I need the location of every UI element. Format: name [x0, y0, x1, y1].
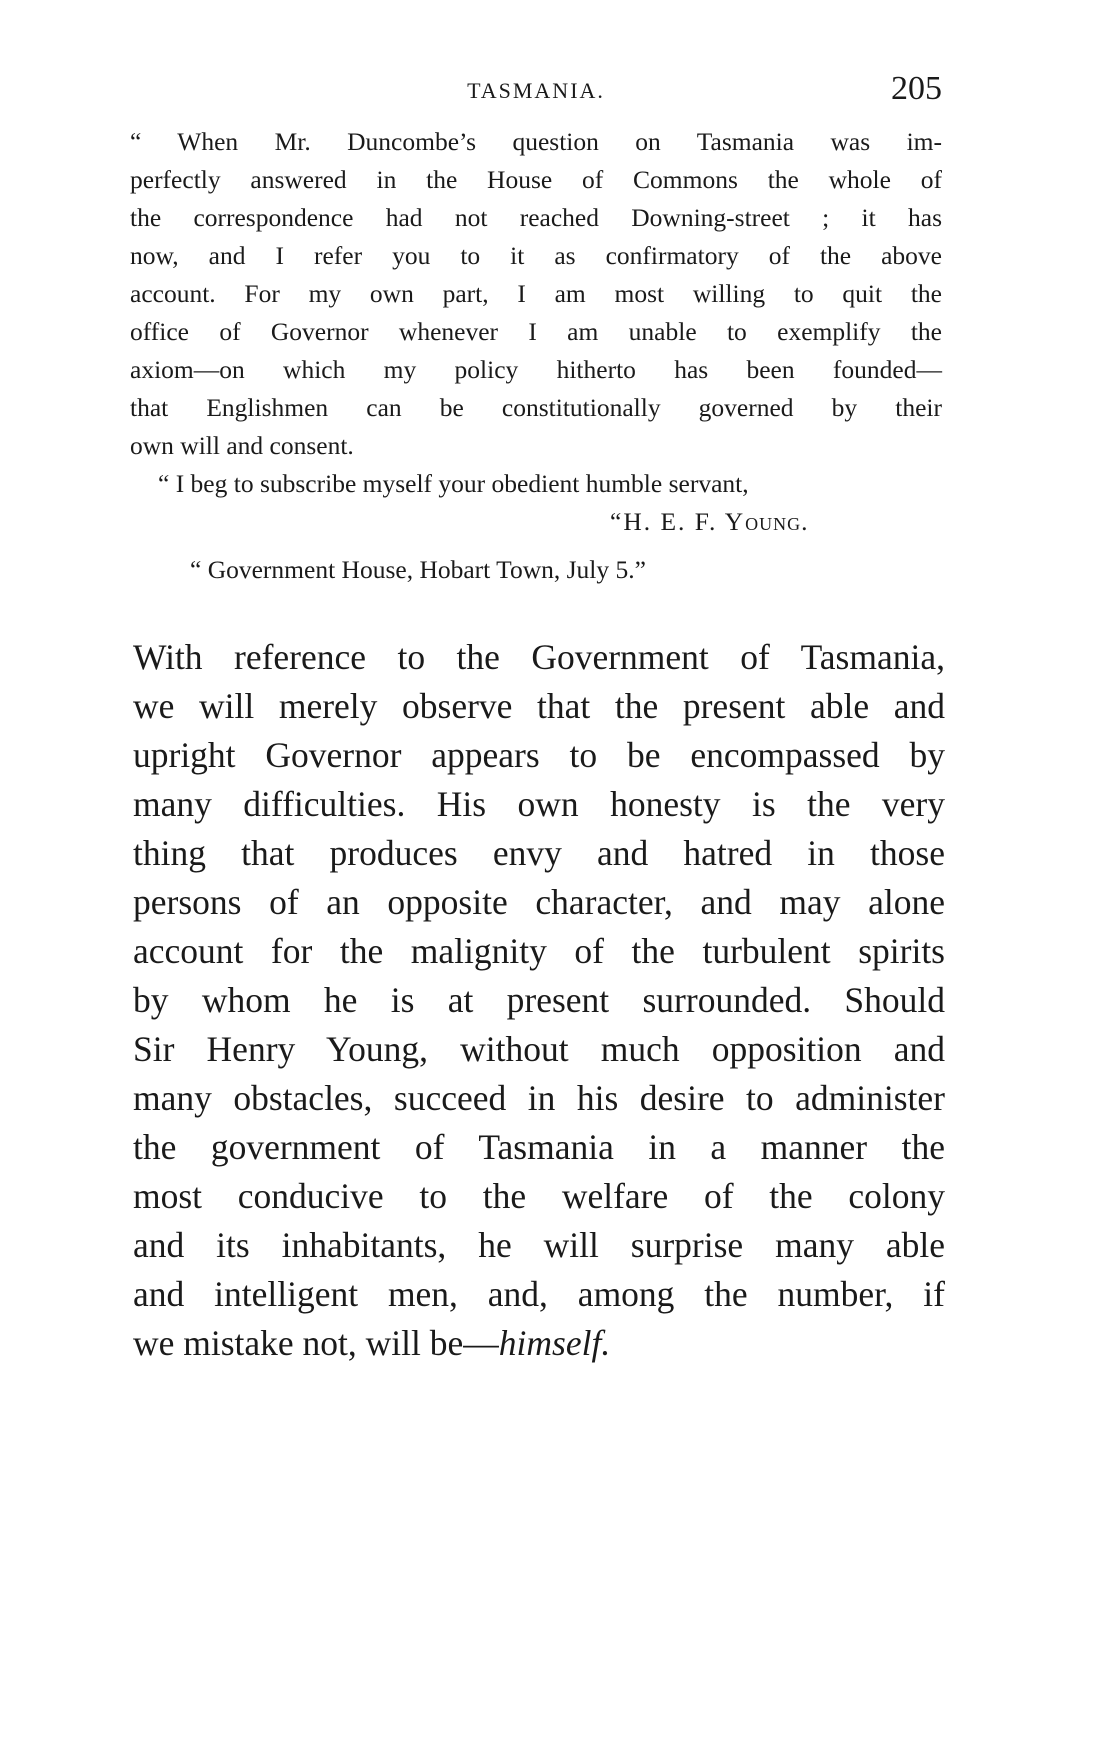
running-title: TASMANIA. — [467, 78, 605, 103]
body-line: and its inhabitants, he will surprise many able — [133, 1225, 945, 1265]
last-line-italic: himself. — [498, 1323, 611, 1363]
letter-line: perfectly answered in the House of Commons the whole of — [130, 165, 942, 194]
body-line: many obstacles, succeed in his desire to administer — [133, 1078, 945, 1118]
letter-closing: “ I beg to subscribe myself your obedient humble servant, — [158, 469, 749, 498]
signature-period: . — [801, 507, 808, 536]
letter-line: account. For my own part, I am most willing to quit the — [130, 279, 942, 308]
letter-line: now, and I refer you to it as confirmatory of the above — [130, 241, 942, 270]
body-line: thing that produces envy and hatred in those — [133, 833, 945, 873]
letter-line: “ When Mr. Duncombe’s question on Tasmania was im- — [130, 127, 942, 156]
signature-surname: OUNG — [745, 514, 802, 534]
body-line: the government of Tasmania in a manner the — [133, 1127, 945, 1167]
body-line: many difficulties. His own honesty is the very — [133, 784, 945, 824]
body-line: and intelligent men, and, among the number, if — [133, 1274, 945, 1314]
letter-line: that Englishmen can be constitutionally governed by their — [130, 393, 942, 422]
letter-line: own will and consent. — [130, 431, 354, 460]
body-line: we will merely observe that the present able and — [133, 686, 945, 726]
letter-dateline: “ Government House, Hobart Town, July 5.” — [190, 555, 646, 584]
letter-line: the correspondence had not reached Downing-street ; it has — [130, 203, 942, 232]
letter-line: office of Governor whenever I am unable to exemplify the — [130, 317, 942, 346]
last-line-text: we mistake not, will be— — [133, 1323, 499, 1363]
body-line: With reference to the Government of Tasmania, — [133, 637, 945, 677]
body-line: upright Governor appears to be encompassed by — [133, 735, 945, 775]
page-header — [130, 70, 942, 110]
page-number: 205 — [891, 70, 942, 107]
body-line: most conducive to the welfare of the colony — [133, 1176, 945, 1216]
body-last-line — [133, 1322, 945, 1364]
body-line: persons of an opposite character, and may alone — [133, 882, 945, 922]
letter-signature — [610, 507, 942, 537]
body-line: account for the malignity of the turbulent spirits — [133, 931, 945, 971]
letter-line: axiom—on which my policy hitherto has been founded— — [130, 355, 942, 384]
body-line: Sir Henry Young, without much opposition and — [133, 1029, 945, 1069]
body-line: by whom he is at present surrounded. Should — [133, 980, 945, 1020]
signature-initials: “H. E. F. Y — [610, 507, 746, 536]
